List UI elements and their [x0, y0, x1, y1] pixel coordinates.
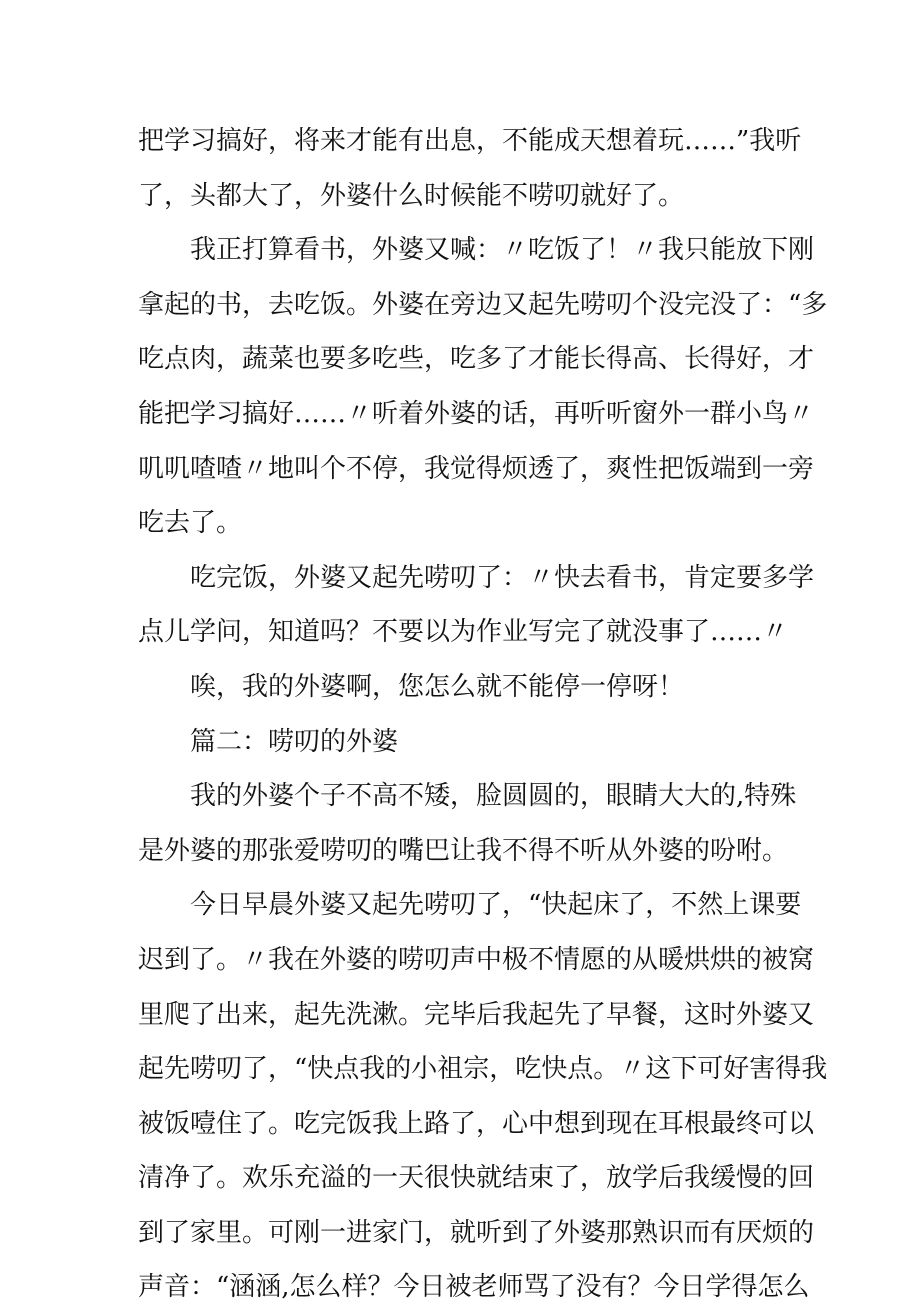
text-line: 清净了。欢乐充溢的一天很快就结束了，放学后我缓慢的回	[138, 1163, 815, 1194]
text-line: 叽叽喳喳〃地叫个不停，我觉得烦透了，爽性把饭端到一旁	[138, 453, 815, 484]
text-line: 把学习搞好，将来才能有出息，不能成天想着玩……”我听	[138, 126, 802, 156]
text-line: 吃去了。	[138, 508, 243, 539]
text-line: 吃完饭，外婆又起先唠叨了：〃快去看书，肯定要多学	[190, 562, 815, 593]
text-line: 了，头都大了，外婆什么时候能不唠叨就好了。	[138, 180, 685, 211]
text-line: 到了家里。可刚一进家门，就听到了外婆那熟识而有厌烦的	[138, 1217, 815, 1248]
section-heading: 篇二：唠叨的外婆	[190, 726, 399, 757]
text-line: 被饭噎住了。吃完饭我上路了，心中想到现在耳根最终可以	[138, 1108, 815, 1139]
text-line: 里爬了出来，起先洗漱。完毕后我起先了早餐，这时外婆又	[138, 999, 815, 1030]
text-line: 迟到了。〃我在外婆的唠叨声中极不情愿的从暖烘烘的被窝	[138, 944, 815, 975]
text-line: 我正打算看书，外婆又喊：〃吃饭了！〃我只能放下刚	[190, 235, 815, 266]
text-line: 我的外婆个子不高不矮，脸圆圆的，眼睛大大的,特殊	[190, 781, 797, 812]
text-line: 声音：“涵涵,怎么样？今日被老师骂了没有？今日学得怎么	[138, 1272, 810, 1303]
text-line: 吃点肉，蔬菜也要多吃些，吃多了才能长得高、长得好，才	[138, 344, 815, 375]
body-text	[138, 114, 828, 1315]
text-line: 唉，我的外婆啊，您怎么就不能停一停呀！	[190, 671, 685, 702]
text-line: 能把学习搞好……〃听着外婆的话，再听听窗外一群小鸟〃	[138, 398, 815, 429]
text-line: 点儿学问，知道吗？不要以为作业写完了就没事了……〃	[138, 617, 789, 648]
text-line: 拿起的书，去吃饭。外婆在旁边又起先唠叨个没完没了：“多	[138, 289, 828, 320]
text-line: 起先唠叨了，“快点我的小祖宗，吃快点。〃这下可好害得我	[138, 1054, 828, 1085]
text-line: 今日早晨外婆又起先唠叨了，“快起床了，不然上课要	[190, 890, 802, 921]
text-line: 是外婆的那张爱唠叨的嘴巴让我不得不听从外婆的吩咐。	[138, 835, 789, 866]
